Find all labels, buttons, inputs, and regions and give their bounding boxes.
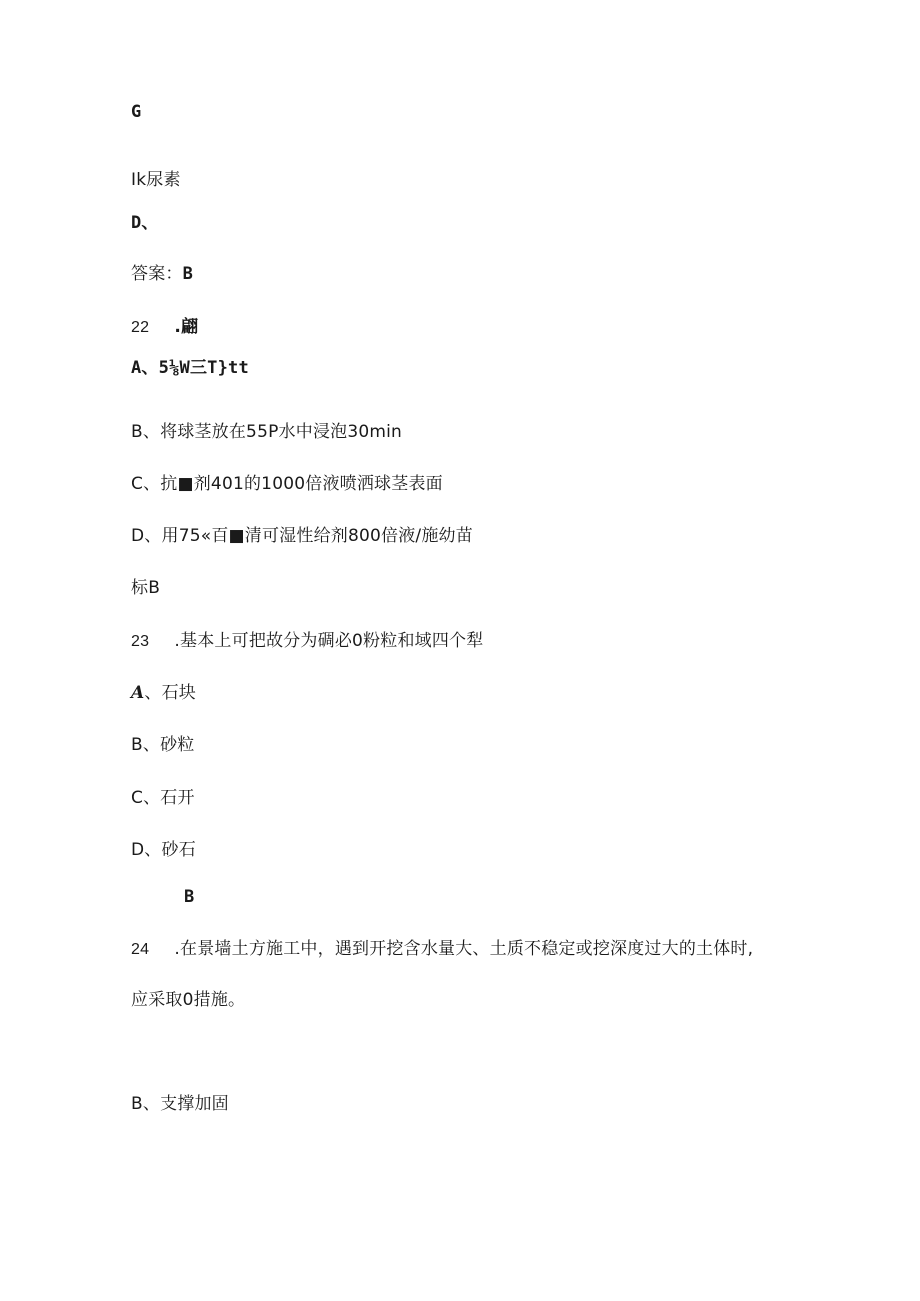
question-24-text-continued: 应采取0措施。 [131,990,246,1010]
question-22-answer: 标B [131,578,161,598]
question-22-option-d: D、用75«百■清可湿性给剂800倍液/施幼苗 [131,526,473,546]
option-text-urea: Ik尿素 [131,170,181,190]
question-22-option-c: C、抗■剂401的1000倍液喷洒球茎表面 [131,474,443,494]
question-24-text: .在景墙土方施工中，遇到开挖含水量大、土质不稳定或挖深度过大的土体时, [174,939,754,959]
question-23-answer: B [184,887,195,907]
answer-label: 答案： [131,264,183,284]
option-label-d-blank: D、 [131,213,159,233]
question-23-option-b: B、砂粒 [131,735,195,755]
question-23-option-c: C、石开 [131,788,195,808]
option-label-g: G [131,102,142,122]
question-22-number: 22 [131,319,150,336]
question-23-number: 23 [131,633,150,650]
question-23 [131,630,483,653]
question-22-option-a: A、5⅛W三T}tt [131,358,249,378]
question-23-option-a [131,682,196,704]
question-23-option-a-letter: A [131,683,145,703]
question-24-option-b: B、支撑加固 [131,1094,229,1114]
answer-line [131,263,193,285]
question-24 [131,938,753,961]
question-23-option-d: D、砂石 [131,840,196,860]
question-22-option-b: B、将球茎放在55P水中浸泡30min [131,422,403,442]
question-24-number: 24 [131,941,150,958]
question-22-text: .翩 [174,317,199,337]
question-22 [131,316,198,339]
question-23-option-a-text: 、石块 [144,683,196,703]
answer-value: B [182,264,194,284]
question-23-text: .基本上可把故分为碉必0粉粒和域四个犁 [174,631,484,651]
